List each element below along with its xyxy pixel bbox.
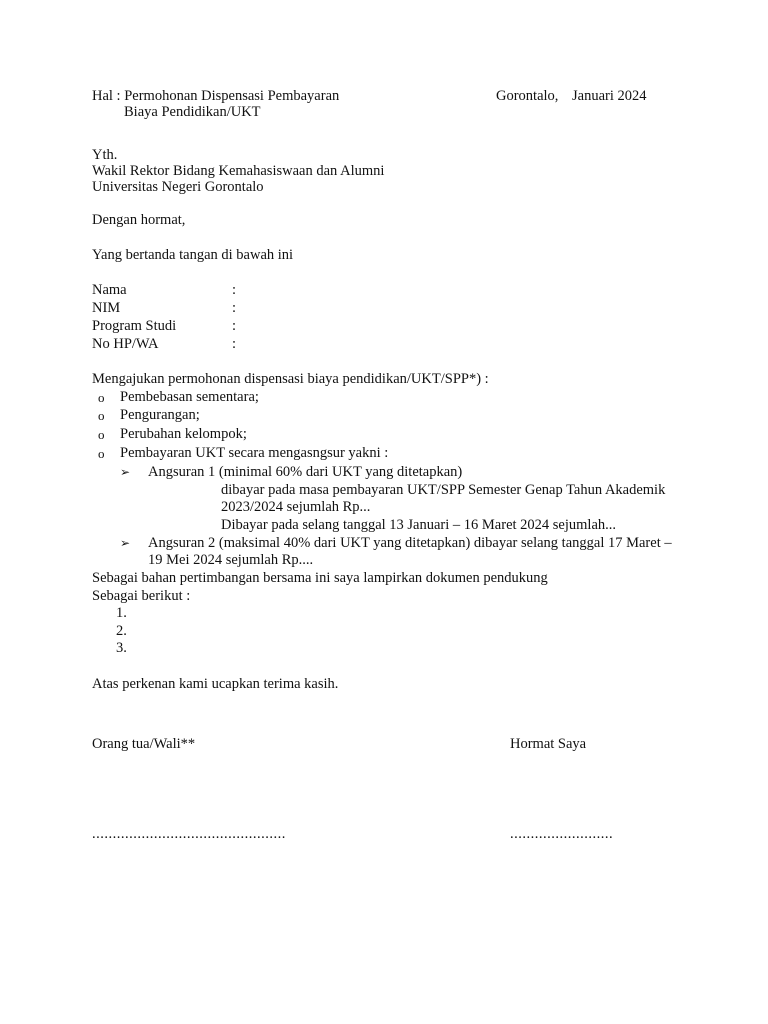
field-sep-no-hp: : — [232, 336, 237, 352]
bullet-marker: o — [98, 427, 105, 442]
attachment-item-2: 2. — [116, 623, 127, 639]
option-pembebasan: Pembebasan sementara; — [120, 389, 259, 405]
signature-left-label: Orang tua/Wali** — [92, 736, 196, 752]
field-label-no-hp: No HP/WA — [92, 336, 159, 352]
attachment-item-3: 3. — [116, 640, 127, 656]
field-sep-program-studi: : — [232, 318, 237, 334]
subject-line-2: Biaya Pendidikan/UKT — [124, 104, 261, 120]
installment-2-line-1: Angsuran 2 (maksimal 40% dari UKT yang ditetapkan) dibayar selang tanggal 17 Maret – — [148, 535, 672, 551]
subject-line-1: Hal : Permohonan Dispensasi Pembayaran — [92, 88, 340, 104]
option-perubahan: Perubahan kelompok; — [120, 426, 247, 442]
arrow-bullet-icon: ➢ — [120, 465, 131, 479]
installment-2-line-2: 19 Mei 2024 sejumlah Rp.... — [148, 552, 314, 568]
installment-1-title: Angsuran 1 (minimal 60% dari UKT yang ditetapkan) — [148, 464, 463, 480]
signature-right-label: Hormat Saya — [510, 736, 587, 752]
field-label-nim: NIM — [92, 300, 121, 316]
date: Januari 2024 — [572, 88, 647, 104]
attachment-intro-1: Sebagai bahan pertimbangan bersama ini saya lampirkan dokumen pendukung — [92, 570, 548, 586]
closing-text: Atas perkenan kami ucapkan terima kasih. — [92, 676, 339, 692]
bullet-marker: o — [98, 390, 105, 405]
field-sep-nama: : — [232, 282, 237, 298]
attachment-item-1: 1. — [116, 605, 127, 621]
arrow-bullet-icon: ➢ — [120, 536, 131, 550]
field-sep-nim: : — [232, 300, 237, 316]
field-label-program-studi: Program Studi — [92, 318, 177, 334]
signature-left-line: ............................................... — [92, 826, 286, 842]
signature-right-line: ......................... — [510, 826, 614, 842]
recipient-line-2: Universitas Negeri Gorontalo — [92, 179, 264, 195]
option-pengurangan: Pengurangan; — [120, 407, 200, 423]
greeting: Dengan hormat, — [92, 212, 186, 228]
option-angsuran: Pembayaran UKT secara mengasngsur yakni : — [120, 445, 389, 461]
installment-1-line-3: 2023/2024 sejumlah Rp... — [221, 499, 371, 515]
bullet-marker: o — [98, 446, 105, 461]
attachment-intro-2: Sebagai berikut : — [92, 588, 191, 604]
bullet-marker: o — [98, 408, 105, 423]
installment-1-line-2: dibayar pada masa pembayaran UKT/SPP Semester Genap Tahun Akademik — [221, 482, 666, 498]
field-label-nama: Nama — [92, 282, 127, 298]
recipient-line-1: Wakil Rektor Bidang Kemahasiswaan dan Alumni — [92, 163, 385, 179]
place: Gorontalo, — [496, 88, 559, 104]
recipient-salutation: Yth. — [92, 147, 118, 163]
installment-1-line-4: Dibayar pada selang tanggal 13 Januari – 16 Maret 2024 sejumlah... — [221, 517, 617, 533]
intro-text: Yang bertanda tangan di bawah ini — [92, 247, 294, 263]
request-intro: Mengajukan permohonan dispensasi biaya pendidikan/UKT/SPP*) : — [92, 371, 489, 387]
